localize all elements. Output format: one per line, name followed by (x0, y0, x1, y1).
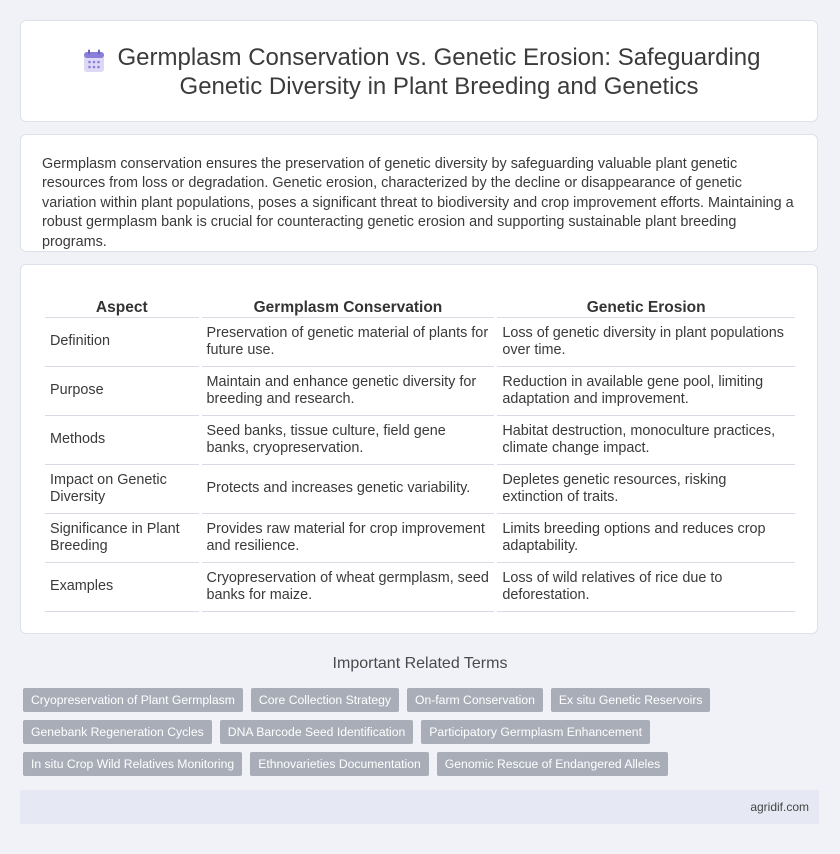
cell-germplasm: Maintain and enhance genetic diversity for breeding and research. (202, 367, 495, 416)
related-terms-row (23, 688, 710, 712)
cell-germplasm: Protects and increases genetic variability. (202, 465, 495, 514)
cell-erosion: Limits breeding options and reduces crop adaptability. (497, 514, 795, 563)
cell-germplasm: Provides raw material for crop improvement and resilience. (202, 514, 495, 563)
related-term-tag[interactable]: Cryopreservation of Plant Germplasm (23, 688, 243, 712)
related-term-tag[interactable]: Participatory Germplasm Enhancement (421, 720, 650, 744)
cell-aspect: Definition (45, 318, 199, 367)
title-wrap (21, 43, 817, 101)
comparison-table (42, 295, 798, 612)
cell-germplasm: Seed banks, tissue culture, field gene banks, cryopreservation. (202, 416, 495, 465)
column-header-aspect: Aspect (45, 295, 199, 318)
cell-germplasm: Preservation of genetic material of plants for future use. (202, 318, 495, 367)
cell-erosion: Depletes genetic resources, risking extinction of traits. (497, 465, 795, 514)
column-header-genetic-erosion: Genetic Erosion (497, 295, 795, 318)
cell-aspect: Impact on Genetic Diversity (45, 465, 199, 514)
related-term-tag[interactable]: In situ Crop Wild Relatives Monitoring (23, 752, 242, 776)
table-row (45, 563, 795, 612)
table-row (45, 416, 795, 465)
table-header-row (45, 295, 795, 318)
cell-erosion: Loss of wild relatives of rice due to deforestation. (497, 563, 795, 612)
related-term-tag[interactable]: Core Collection Strategy (251, 688, 399, 712)
cell-erosion: Habitat destruction, monoculture practices, climate change impact. (497, 416, 795, 465)
cell-erosion: Reduction in available gene pool, limiting adaptation and improvement. (497, 367, 795, 416)
related-term-tag[interactable]: Genebank Regeneration Cycles (23, 720, 212, 744)
table-row (45, 465, 795, 514)
related-term-tag[interactable]: On-farm Conservation (407, 688, 543, 712)
cell-erosion: Loss of genetic diversity in plant populations over time. (497, 318, 795, 367)
calendar-icon (83, 49, 105, 73)
column-header-germplasm-conservation: Germplasm Conservation (202, 295, 495, 318)
cell-aspect: Examples (45, 563, 199, 612)
related-term-tag[interactable]: DNA Barcode Seed Identification (220, 720, 414, 744)
related-terms-row (23, 720, 650, 744)
cell-germplasm: Cryopreservation of wheat germplasm, seed banks for maize. (202, 563, 495, 612)
cell-aspect: Significance in Plant Breeding (45, 514, 199, 563)
cell-aspect: Purpose (45, 367, 199, 416)
related-term-tag[interactable]: Ex situ Genetic Reservoirs (551, 688, 711, 712)
footer-bar (20, 790, 819, 824)
table-row (45, 318, 795, 367)
related-terms-heading: Important Related Terms (332, 655, 508, 672)
cell-aspect: Methods (45, 416, 199, 465)
related-terms-row (23, 752, 668, 776)
header-card (20, 20, 818, 122)
intro-paragraph: Germplasm conservation ensures the preservation of genetic diversity by safeguarding valuable plant genetic resources from loss or degradation. Genetic erosion, characterized by the decline or disappearance of genetic variation within plant populations, poses a significant threat to biodiversity and crop improvement efforts. Maintaining a robust germplasm bank is crucial for counteracting genetic erosion and supporting sustainable plant breeding programs. (42, 156, 794, 250)
table-row (45, 367, 795, 416)
related-term-tag[interactable]: Genomic Rescue of Endangered Alleles (437, 752, 668, 776)
comparison-card (20, 264, 818, 634)
table-row (45, 514, 795, 563)
intro-card (20, 134, 818, 252)
footer-site-link[interactable]: agridif.com (750, 800, 809, 814)
page-title: Germplasm Conservation vs. Genetic Erosion: Safeguarding Genetic Diversity in Plant Breeding and Genetics (117, 44, 761, 100)
related-term-tag[interactable]: Ethnovarieties Documentation (250, 752, 429, 776)
